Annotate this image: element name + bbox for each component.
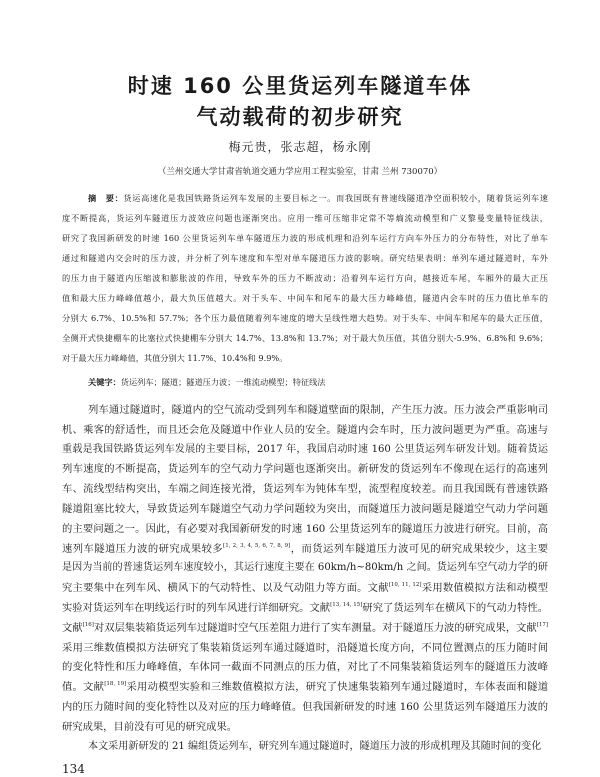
body-line-text: 值。文献 [62, 681, 105, 694]
body-line-text: 的变化特性和压力峰峰值，车体同一截面不同测点的压力值，对比了不同集装箱货运列车的隧道压力波峰 [62, 661, 548, 674]
page-number: 134 [62, 762, 85, 776]
paper-title-line-2: 气动载荷的初步研究 [196, 105, 404, 129]
body-line-text: 列车通过隧道时，隧道内的空气流动受到列车和隧道壁面的限制，产生压力波。压力波会严重影响司 [88, 404, 548, 416]
keywords-label: 关键字： [88, 377, 121, 387]
body-line [88, 739, 548, 755]
body-line-text: 车、流线型结构突出，车端之间连接光滑，货运列车为钝体车型，流型程度较差。而且我国既有普速铁路 [62, 483, 548, 496]
abstract-line [62, 352, 548, 364]
abstract-label: 摘 要： [88, 193, 124, 203]
body-line-text: 采用三维数值模拟方法研究了集装箱货运列车通过隧道时，沿隧道长度方向，不同位置测点的压力随时间 [62, 641, 548, 654]
citation-ref: [17] [536, 621, 549, 628]
abstract-line-text: 的压力由于隧道内压缩波和膨胀波的作用，导致车外的压力不断波动；沿着列车运行方向，越接近车尾，车厢外的最大正压 [62, 273, 548, 283]
body-line-text: 重载是我国铁路货运列车发展的主要目标，2017 年，我国启动时速 160 公里货运列车研发计划。随着货运 [62, 443, 548, 455]
abstract-line [62, 232, 548, 244]
abstract-line [62, 312, 548, 324]
body-line-text: 本文采用新研发的 21 编组货运列车，研究列车通过隧道时，隧道压力波的形成机理及其随时间的变化 [88, 740, 542, 752]
citation-ref: [1, 2, 3, 4, 5, 6, 7, 8, 9] [223, 542, 291, 549]
keywords [88, 376, 548, 388]
citation-ref: [10, 11, 12] [388, 582, 422, 589]
abstract-line [62, 272, 548, 284]
citation-ref: [16] [82, 621, 94, 628]
body-line-text: ，而货运列车隧道压力波可见的研究成果较少，这主要 [290, 542, 549, 555]
body-line-text: 实验对货运列车在明线运行时的列车风进行详细研究。文献 [62, 602, 331, 614]
body-line-text: 文献 [62, 621, 83, 634]
body-line [62, 541, 548, 557]
abstract-line-text: 对于最大压力峰峰值，其值分别大 11.7%、10.4%和 9.9%。 [62, 353, 288, 363]
authors: 梅元贵，张志超，杨永刚 [228, 140, 372, 154]
body-line [62, 679, 548, 695]
body-line-text: 研究了货运列车在横风下的气动力特性。 [362, 602, 549, 614]
body-line [62, 620, 548, 636]
body-line [62, 481, 548, 497]
body-line-text: 采用数值模拟方法和动模型 [421, 582, 549, 595]
body-line [62, 560, 548, 576]
body-line [62, 580, 548, 596]
body-line-text: 列车速度的不断提高，货运列车的空气动力学问题也逐渐突出。新研发的货运列车不像现在运行的高速列 [62, 463, 548, 476]
body-line [62, 422, 548, 438]
body-line [62, 659, 548, 675]
citation-ref: [18, 19] [104, 681, 127, 688]
abstract-line-text: 度不断提高，货运列车隧道压力波效应问题也逐渐突出。应用一维可压缩非定常不等熵流动模型和广义黎曼变量特征线法， [62, 213, 548, 223]
body-line [88, 402, 548, 418]
body-line [62, 719, 548, 735]
body-line-text: 是因为当前的普速货运列车速度较小，其运行速度主要在 60km/h~80km/h 之间。货运列车空气动力学的研 [62, 562, 548, 574]
abstract-line-text: 值和最大压力峰峰值越小，最大负压值越大。对于头车、中间车和尾车的最大压力峰峰值，隧道内会车时的压力值比单车的 [62, 293, 548, 303]
body-line-text: 内的压力随时间的变化特性以及对应的压力峰峰值。但我国新研发的时速 160 公里货运列车隧道压力波的 [62, 701, 548, 713]
abstract-line [88, 192, 548, 204]
body-line-text: 研究成果，目前没有可见的研究成果。 [62, 720, 238, 733]
affiliation: （兰州交通大学甘肃省轨道交通力学应用工程实验室，甘肃 兰州 730070） [157, 167, 443, 177]
body-line [62, 501, 548, 517]
body-line [62, 600, 548, 616]
body-line-text: 究主要集中在列车风、横风下的气动特性、以及气动阻力等方面。文献 [62, 582, 389, 595]
body-line-text: 速列车隧道压力波的研究成果较多 [62, 542, 224, 555]
abstract-line-text: 研究了我国新研发的时速 160 公里货运列车单车隧道压力波的形成机理和沿列车运行方向车外压力的分布特性，对比了单车 [62, 233, 548, 243]
abstract-line [62, 252, 548, 264]
abstract-line-text: 全侧开式快捷棚车的比塞拉式快捷棚车分别大 14.7%、13.8%和 13.7%；对于最大负压值，其值分别大-5.9%、6.8%和 9.6%； [62, 333, 548, 343]
body-line [62, 699, 548, 715]
body-line [62, 640, 548, 656]
paper-title-line-1: 时速 160 公里货运列车隧道车体 [127, 74, 473, 98]
abstract-line [62, 212, 548, 224]
body-line [62, 521, 548, 537]
body-line-text: 的主要问题之一。因此，有必要对我国新研发的时速 160 公里货运列车的隧道压力波进行研究。目前，高 [62, 522, 548, 535]
citation-ref: [13, 14, 15] [330, 602, 363, 608]
abstract-line [62, 332, 548, 344]
abstract-line-text: 分别大 6.7%、10.5%和 57.7%；各个压力最值随着列车速度的增大呈线性增大趋势。对于头车、中间车和尾车的最大正压值， [62, 313, 548, 323]
abstract-line-text: 通过和隧道内交会时的压力波，并分析了列车速度和车型对单车隧道压力波的影响。研究结果表明：单列车通过隧道时，车外 [62, 253, 548, 263]
body-line-text: 对双层集装箱货运列车过隧道时空气压差阻力进行了实车测量。对于隧道压力波的研究成果，文献 [93, 621, 537, 634]
body-line-text: 隧道阻塞比较大，导致货运列车隧道空气动力学问题较为突出，而隧道压力波问题是隧道空气动力学问题 [62, 503, 548, 515]
abstract-line [62, 292, 548, 304]
body-line [62, 442, 548, 458]
body-line [62, 461, 548, 477]
body-line-text: 采用动模型实验和三维数值模拟方法，研究了快速集装箱列车通过隧道时，车体表面和隧道 [126, 681, 549, 694]
abstract-line-text: 货运高速化是我国铁路货运列车发展的主要目标之一。而我国既有普速线隧道净空面积较小，随着货运列车速 [123, 193, 548, 203]
keywords-text: 货运列车；隧道；隧道压力波；一维流动模型；特征线法 [120, 377, 326, 387]
body-line-text: 机、乘客的舒适性，而且还会危及隧道中作业人员的安全。隧道内会车时，压力波问题更为严重。高速与 [62, 423, 548, 436]
